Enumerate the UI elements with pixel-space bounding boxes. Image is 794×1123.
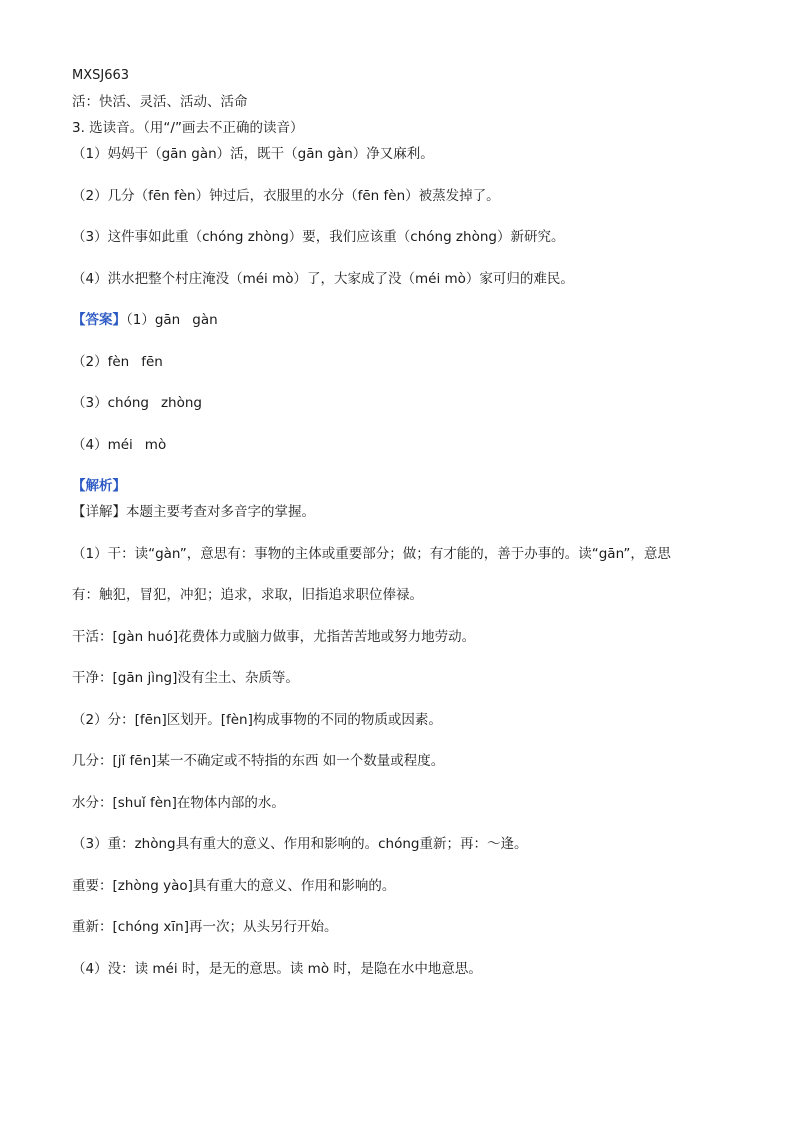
- detail-line: 重要：[zhòng yào]具有重大的意义、作用和影响的。: [72, 877, 396, 894]
- question-item-1: （1）妈妈干（gān gàn）活，既干（gān gàn）净又麻利。: [72, 146, 434, 162]
- answer-tag: 【答案】: [72, 312, 126, 328]
- answer-line-1: [72, 310, 732, 352]
- answer-line-4: [72, 435, 732, 477]
- answer-1-a: （1）gān: [126, 312, 181, 328]
- document-code: MXSJ663: [72, 68, 130, 83]
- analysis-tag: 【解析】: [72, 478, 126, 494]
- analysis-heading: [72, 476, 732, 502]
- answer-line-2: [72, 352, 732, 394]
- detail-line: 几分：[jǐ fēn]某一不确定或不特指的东西 如一个数量或程度。: [72, 753, 445, 769]
- answer-3-a: （3）chóng: [72, 395, 149, 411]
- question-item-2: （2）几分（fēn fèn）钟过后，衣服里的水分（fēn fèn）被蒸发掉了。: [72, 187, 500, 204]
- detail-line: （1）干：读“gàn”，意思有：事物的主体或重要部分；做；有才能的，善于办事的。读“gān”，意思: [72, 545, 671, 562]
- question-item-4: （4）洪水把整个村庄淹没（méi mò）了，大家成了没（méi mò）家可归的难民。: [72, 270, 574, 287]
- question-title: 3. 选读音。（用“/”画去不正确的读音）: [72, 120, 304, 136]
- detail-line: 干净：[gān jìng]没有尘土、杂质等。: [72, 670, 299, 686]
- answer-2-b: fēn: [141, 353, 163, 370]
- question-item-3: （3）这件事如此重（chóng zhòng）要，我们应该重（chóng zhòng）新研究。: [72, 229, 565, 245]
- detail-line: （3）重：zhòng具有重大的意义、作用和影响的。chóng重新；再：～逢。: [72, 836, 528, 852]
- detail-line: （2）分：[fēn]区划开。[fèn]构成事物的不同的物质或因素。: [72, 711, 442, 728]
- answer-4-a: （4）méi: [72, 436, 133, 453]
- detail-line: 【详解】本题主要考查对多音字的掌握。: [72, 504, 315, 520]
- huo-word-list: 活：快活、灵活、活动、活命: [72, 94, 248, 110]
- document-page: [72, 62, 732, 1000]
- detail-line: 有：触犯，冒犯，冲犯；追求，求取，旧指追求职位俸禄。: [72, 587, 423, 603]
- detail-line: 干活：[gàn huó]花费体力或脑力做事，尤指苦苦地或努力地劳动。: [72, 628, 476, 645]
- answer-line-3: [72, 393, 732, 435]
- answer-2-a: （2）fèn: [72, 353, 130, 370]
- answer-3-b: zhòng: [160, 395, 202, 411]
- answer-4-b: mò: [144, 436, 167, 453]
- detail-line: 重新：[chóng xīn]再一次；从头另行开始。: [72, 919, 338, 935]
- answer-1-b: gàn: [192, 312, 218, 328]
- detail-line: 水分：[shuǐ fèn]在物体内部的水。: [72, 794, 285, 811]
- detail-line: （4）没：读 méi 时，是无的意思。读 mò 时，是隐在水中地意思。: [72, 960, 482, 977]
